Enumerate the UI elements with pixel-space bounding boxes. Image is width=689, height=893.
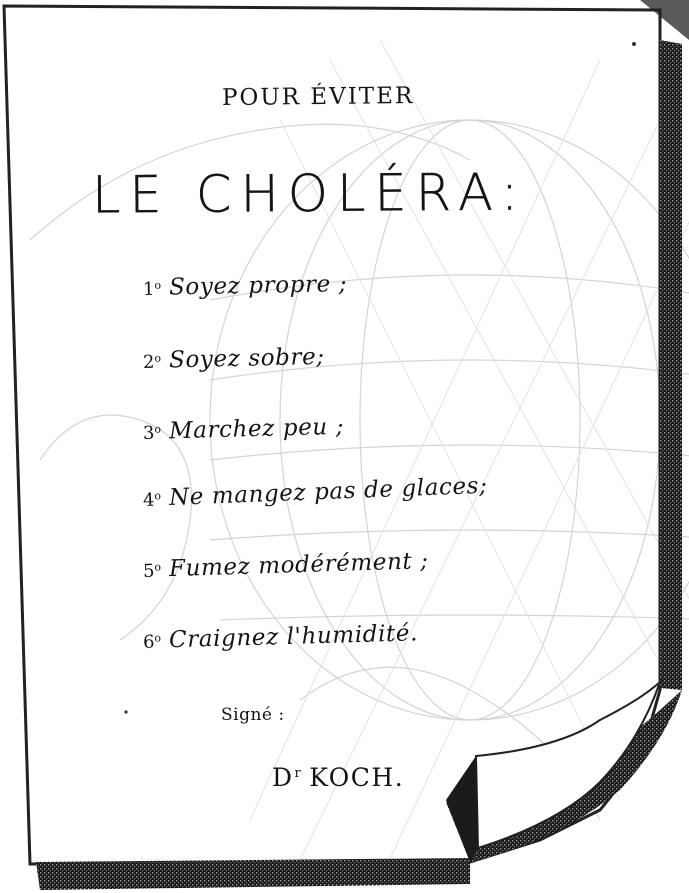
rule-text: Soyez propre ; <box>168 271 348 301</box>
rule-number: 1$^o$ <box>142 278 162 300</box>
rule-number: 5$^o$ <box>142 560 162 582</box>
rule-text: Ne mangez pas de glaces; <box>168 472 488 511</box>
signature-prefix-sup: r <box>294 766 303 781</box>
rule-item <box>143 548 429 583</box>
rule-item <box>143 414 345 445</box>
rule-text: Craignez l'humidité. <box>168 620 419 654</box>
rule-number: 3$^o$ <box>142 422 162 444</box>
main-title: LE CHOLÉRA: <box>91 163 528 226</box>
rule-number: 6$^o$ <box>142 631 162 653</box>
rule-item <box>143 271 348 301</box>
pre-title: POUR ÉVITER <box>221 82 415 112</box>
rule-item <box>143 473 488 512</box>
rule-number: 4$^o$ <box>142 489 162 511</box>
signed-label: Signé : <box>221 705 285 725</box>
signature-name: KOCH. <box>309 763 405 792</box>
rule-item <box>143 620 419 654</box>
signature-prefix: D <box>272 763 294 792</box>
rule-item <box>143 344 325 374</box>
rule-text: Soyez sobre; <box>168 343 325 374</box>
rule-text: Fumez modérément ; <box>168 548 429 583</box>
rule-number: 2$^o$ <box>142 351 162 373</box>
rule-text: Marchez peu ; <box>168 413 345 445</box>
signature <box>272 763 404 792</box>
